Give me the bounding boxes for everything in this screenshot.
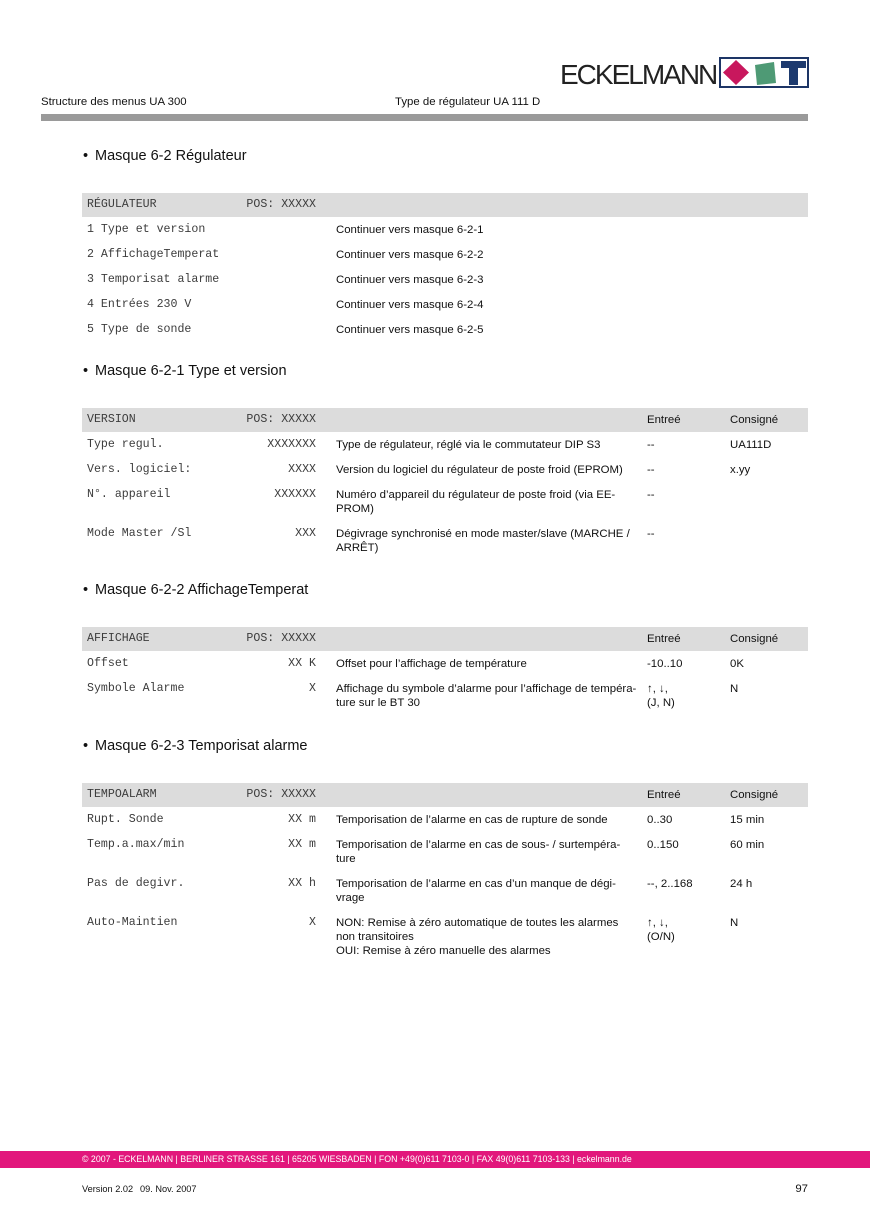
table-row [82,432,808,457]
parameter-consigne: N [730,916,739,929]
parameter-description: NON: Remise à zéro automatique de toutes les alarmes non transitoires OUI: Remise à zéro manuelle des alarmes [336,916,619,957]
parameter-label: Type regul. [87,437,164,451]
parameter-label: Mode Master /Sl [87,526,192,540]
header-position: POS: XXXXX [246,788,316,801]
menu-item-description: Continuer vers masque 6-2-1 [336,223,484,236]
parameter-description: Temporisation de l’alarme en cas d’un manque de dégi- vrage [336,877,616,904]
parameter-value: XXX [295,526,316,540]
table-header-row [82,627,808,651]
running-header-chapter: Structure des menus UA 300 [41,96,187,108]
parameter-table [82,783,808,963]
table-header-row [82,193,808,217]
running-header-topic: Type de régulateur UA 111 D [395,96,541,108]
parameter-description: Dégivrage synchronisé en mode master/slave (MARCHE / ARRÊT) [336,527,630,554]
menu-item-label: 4 Entrées 230 V [87,297,192,311]
table-row [82,832,808,871]
header-entree: Entreé [647,633,681,645]
bullet: • [83,148,89,164]
parameter-consigne: x.yy [730,463,751,476]
parameter-label: Symbole Alarme [87,681,185,695]
table-row [82,457,808,482]
section-masque-6-2-3 [82,737,808,963]
parameter-value: XXXX [288,462,316,476]
parameter-consigne: N [730,682,739,695]
logo-wordmark: ECKELMANN [560,59,717,90]
section-title-text: Masque 6-2 Régulateur [95,148,247,164]
red-diamond-icon [723,60,749,85]
menu-item-description: Continuer vers masque 6-2-5 [336,323,484,336]
section-title [82,737,808,755]
header-menu-name: RÉGULATEUR [87,198,157,211]
parameter-label: Vers. logiciel: [87,462,192,476]
table-row [82,242,808,267]
parameter-entree: ↑, ↓, (J, N) [647,682,675,709]
menu-item-label: 3 Temporisat alarme [87,272,220,286]
parameter-table [82,408,808,560]
page-number: 97 [795,1183,808,1195]
header-position: POS: XXXXX [246,413,316,426]
menu-item-label: 1 Type et version [87,222,206,236]
table-row [82,317,808,342]
document-date: 09. Nov. 2007 [140,1184,197,1194]
parameter-value: XXXXXX [274,487,316,501]
table-header-row [82,408,808,432]
section-title [82,147,808,165]
footer-bar [0,1151,870,1168]
menu-item-label: 5 Type de sonde [87,322,192,336]
parameter-entree: -10..10 [647,657,683,670]
menu-item-description: Continuer vers masque 6-2-2 [336,248,484,261]
menu-item-label: 2 AffichageTemperat [87,247,220,261]
footer-imprint: © 2007 - ECKELMANN | BERLINER STRASSE 161 | 65205 WIESBADEN | FON +49(0)611 7103-0 | FAX 49(0)611 7103-133 | eckelmann.de [82,1154,632,1164]
parameter-label: Offset [87,656,129,670]
parameter-entree: 0..30 [647,813,673,826]
parameter-value: X [309,915,316,929]
parameter-entree: -- [647,438,655,451]
eckelmann-squares-icon [719,57,809,88]
parameter-description: Numéro d’appareil du régulateur de poste froid (via EE- PROM) [336,488,616,515]
header-consigne: Consigné [730,789,779,801]
table-row [82,807,808,832]
document-version: Version 2.02 [82,1184,134,1194]
header-position: POS: XXXXX [246,198,316,211]
blue-block-icon [781,61,806,85]
header-menu-name: TEMPOALARM [87,788,157,801]
parameter-description: Affichage du symbole d’alarme pour l’affichage de tempéra- ture sur le BT 30 [336,682,637,709]
parameter-value: XX K [288,656,316,670]
parameter-table [82,627,808,715]
section-masque-6-2 [82,147,808,342]
header-consigne: Consigné [730,633,779,645]
table-row [82,910,808,963]
table-row [82,482,808,521]
parameter-consigne: 0K [730,657,744,670]
parameter-value: XX m [288,812,316,826]
parameter-entree: -- [647,488,655,501]
parameter-entree: 0..150 [647,838,679,851]
section-title-text: Masque 6-2-1 Type et version [95,363,287,379]
parameter-description: Version du logiciel du régulateur de poste froid (EPROM) [336,463,623,476]
header-consigne: Consigné [730,414,779,426]
parameter-entree: ↑, ↓, (O/N) [647,916,675,943]
table-row [82,871,808,910]
parameter-consigne: 24 h [730,877,753,890]
section-title-text: Masque 6-2-3 Temporisat alarme [95,738,308,754]
table-header-row [82,783,808,807]
parameter-description: Type de régulateur, réglé via le commutateur DIP S3 [336,438,601,451]
header-menu-name: AFFICHAGE [87,632,150,645]
section-title-text: Masque 6-2-2 AffichageTemperat [95,582,309,598]
parameter-description: Temporisation de l’alarme en cas de rupture de sonde [336,813,608,826]
parameter-consigne: UA111D [730,438,772,451]
header-entree: Entreé [647,414,681,426]
table-row [82,676,808,715]
section-title [82,581,808,599]
menu-item-description: Continuer vers masque 6-2-3 [336,273,484,286]
bullet: • [83,582,89,598]
parameter-label: Pas de degivr. [87,876,185,890]
section-masque-6-2-2 [82,581,808,715]
table-row [82,521,808,560]
bullet: • [83,363,89,379]
header-rule [41,114,808,121]
parameter-label: Temp.a.max/min [87,837,185,851]
parameter-label: Rupt. Sonde [87,812,164,826]
parameter-consigne: 60 min [730,838,765,851]
menu-item-description: Continuer vers masque 6-2-4 [336,298,484,311]
parameter-description: Offset pour l’affichage de température [336,657,527,670]
header-position: POS: XXXXX [246,632,316,645]
section-title [82,362,808,380]
parameter-label: Auto-Maintien [87,915,178,929]
menu-table [82,193,808,342]
parameter-value: X [309,681,316,695]
parameter-value: XX m [288,837,316,851]
table-row [82,267,808,292]
parameter-label: N°. appareil [87,487,171,501]
parameter-entree: -- [647,527,655,540]
header-entree: Entreé [647,789,681,801]
table-row [82,217,808,242]
table-row [82,292,808,317]
parameter-entree: --, 2..168 [647,877,693,890]
parameter-entree: -- [647,463,655,476]
parameter-consigne: 15 min [730,813,765,826]
parameter-description: Temporisation de l’alarme en cas de sous- / surtempéra- ture [336,838,621,865]
green-square-icon [755,62,776,85]
parameter-value: XX h [288,876,316,890]
section-masque-6-2-1 [82,362,808,560]
table-row [82,651,808,676]
parameter-value: XXXXXXX [267,437,316,451]
bullet: • [83,738,89,754]
header-menu-name: VERSION [87,413,136,426]
